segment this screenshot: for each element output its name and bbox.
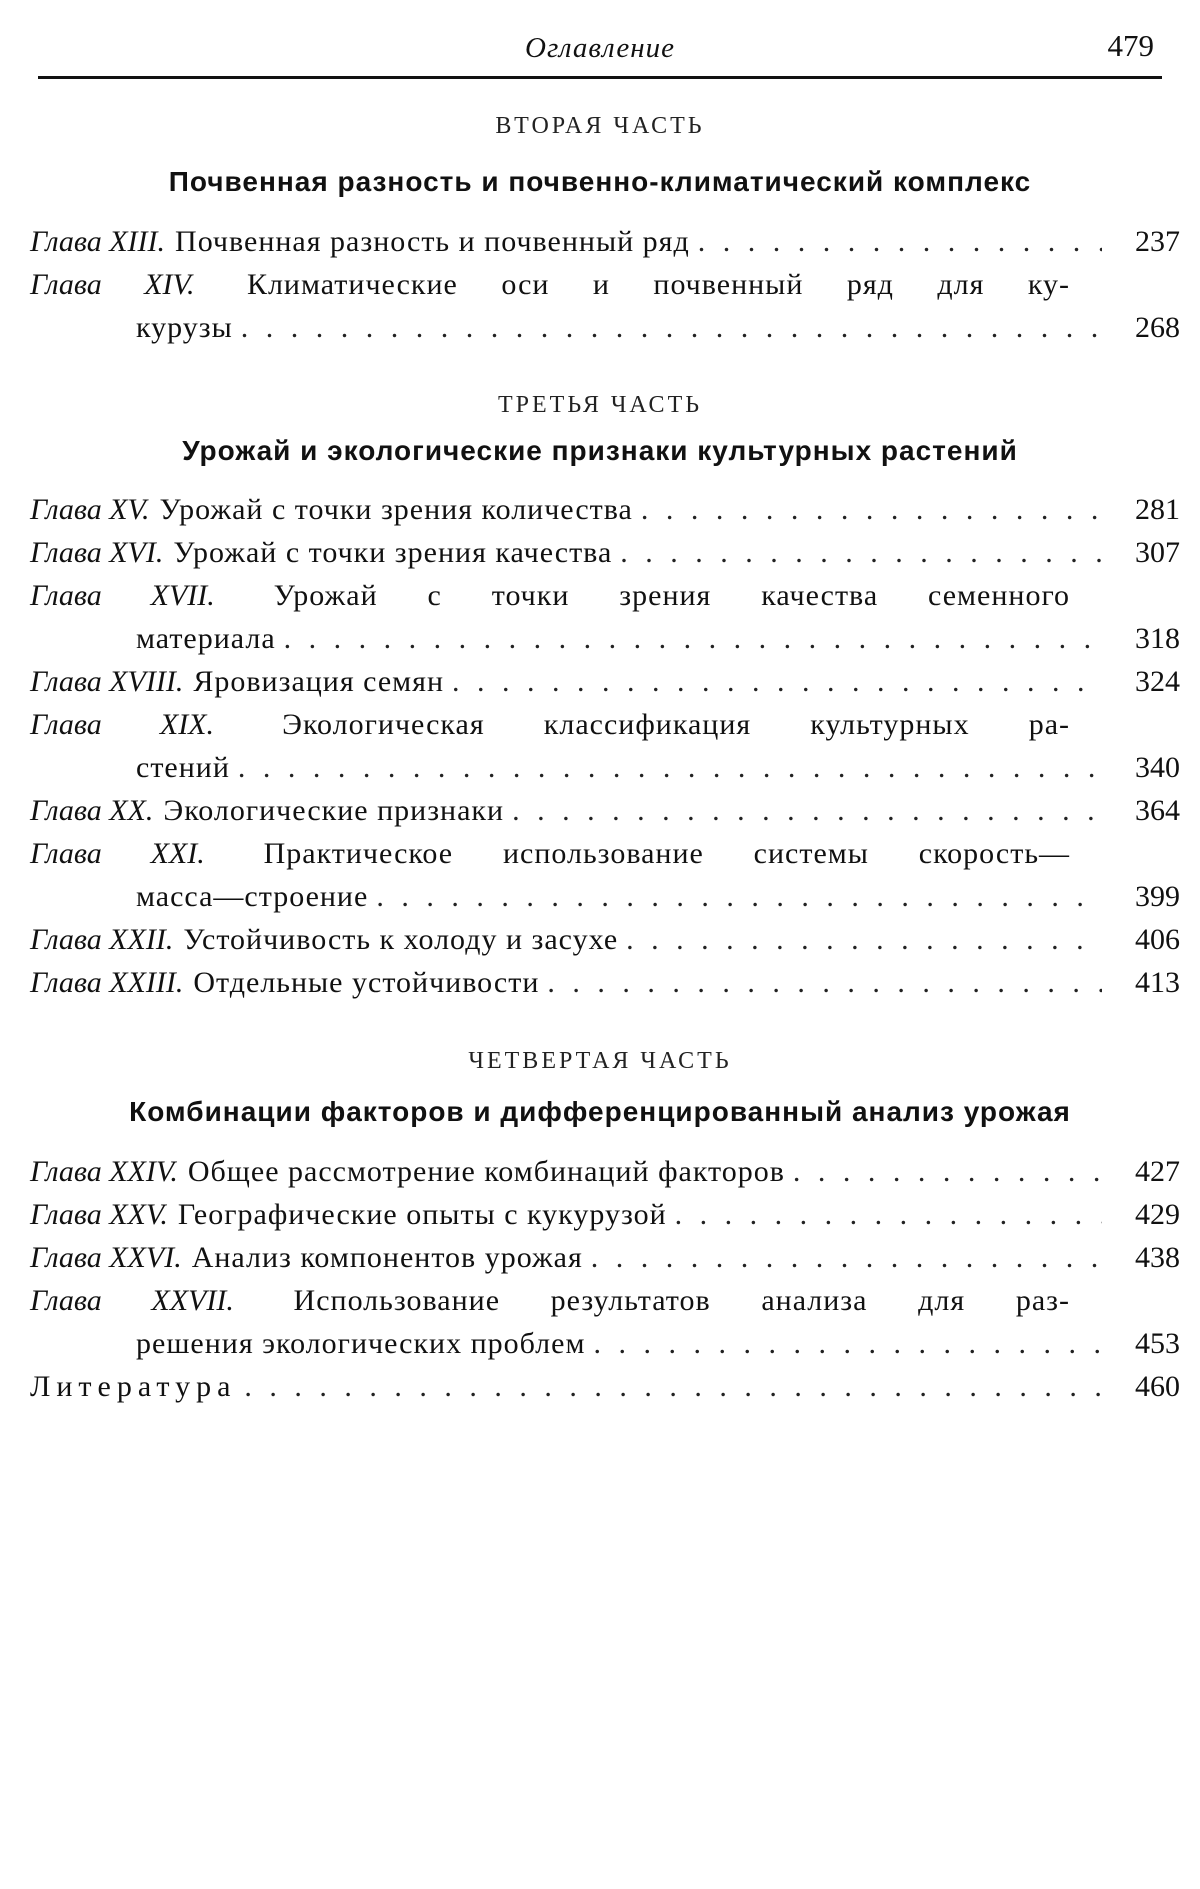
entry-title: Урожай с точки зрения качества семенного	[273, 579, 1070, 612]
toc-entry[interactable]	[30, 1193, 1180, 1236]
entry-title: Использование результатов анализа для раз-	[293, 1284, 1070, 1317]
entry-page: 307	[1135, 536, 1180, 569]
part-title: Комбинации факторов и дифференцированный анализ урожая	[129, 1096, 1071, 1127]
literature-title: Литература	[30, 1370, 237, 1403]
entry-page: 406	[1135, 923, 1180, 956]
entry-title-continued: решения экологических проблем	[136, 1327, 586, 1360]
chapter-label: Глава XIII.	[30, 225, 166, 258]
entry-title: Урожай с точки зрения качества	[173, 536, 613, 569]
entry-title: Экологическая классификация культурных ра-	[282, 708, 1071, 741]
chapter-label: Глава XXVII.	[30, 1284, 234, 1317]
chapter-label: Глава XXIV.	[30, 1155, 178, 1188]
dot-leader	[641, 488, 1102, 531]
toc-entry[interactable]	[30, 488, 1180, 531]
toc-entry-literature[interactable]	[30, 1365, 1180, 1408]
toc-entry[interactable]	[30, 961, 1180, 1004]
entry-title: Анализ компонентов урожая	[191, 1241, 583, 1274]
toc-entry[interactable]	[30, 918, 1180, 961]
toc-entry[interactable]	[30, 660, 1180, 703]
dot-leader	[593, 1322, 1102, 1365]
chapter-label: Глава XXV.	[30, 1198, 168, 1231]
chapter-label: Глава XXVI.	[30, 1241, 182, 1274]
dot-leader	[793, 1150, 1102, 1193]
entry-title-continued: материала	[136, 622, 276, 655]
entry-page: 427	[1135, 1155, 1180, 1188]
page-number: 479	[1107, 28, 1154, 63]
chapter-label: Глава XV.	[30, 493, 150, 526]
part-title: Урожай и экологические признаки культурных растений	[182, 435, 1018, 466]
entry-page: 237	[1135, 225, 1180, 258]
entry-title: Яровизация семян	[193, 665, 444, 698]
chapter-label: Глава XX.	[30, 794, 154, 827]
dot-leader	[241, 306, 1102, 349]
chapter-label: Глава XIV.	[30, 268, 195, 301]
dot-leader	[244, 1365, 1102, 1408]
entry-title: Экологические признаки	[163, 794, 505, 827]
chapter-label: Глава XVII.	[30, 579, 215, 612]
entry-page: 429	[1135, 1198, 1180, 1231]
toc-entry[interactable]	[30, 789, 1180, 832]
entry-page: 281	[1135, 493, 1180, 526]
entry-title-continued: масса—строение	[136, 880, 369, 913]
entry-page: 453	[1135, 1327, 1180, 1360]
entry-page: 324	[1135, 665, 1180, 698]
chapter-label: Глава XXII.	[30, 923, 174, 956]
toc-entry[interactable]	[30, 1279, 1180, 1365]
part-heading: ТРЕТЬЯ ЧАСТЬ	[497, 392, 703, 418]
dot-leader	[675, 1193, 1102, 1236]
running-title: Оглавление	[525, 32, 675, 64]
entry-page: 399	[1135, 880, 1180, 913]
running-head	[38, 28, 1162, 79]
entry-title: Устойчивость к холоду и засухе	[183, 923, 619, 956]
toc-entry[interactable]	[30, 1150, 1180, 1193]
toc-entry[interactable]	[30, 832, 1180, 918]
chapter-label: Глава XVI.	[30, 536, 164, 569]
entry-title: Климатические оси и почвенный ряд для ку-	[246, 268, 1070, 301]
part-title: Почвенная разность и почвенно-климатический комплекс	[168, 166, 1032, 197]
dot-leader	[547, 961, 1102, 1004]
chapter-label: Глава XXI.	[30, 837, 205, 870]
dot-leader	[376, 875, 1102, 918]
entry-title-continued: стений	[136, 751, 230, 784]
dot-leader	[512, 789, 1102, 832]
dot-leader	[591, 1236, 1102, 1279]
chapter-label: Глава XIX.	[30, 708, 215, 741]
entry-title-continued: курузы	[136, 311, 233, 344]
dot-leader	[452, 660, 1102, 703]
entry-title: Урожай с точки зрения количества	[159, 493, 633, 526]
entry-page: 340	[1135, 751, 1180, 784]
entry-title: Отдельные устойчивости	[193, 966, 540, 999]
toc-entry[interactable]	[30, 220, 1180, 263]
entry-page: 318	[1135, 622, 1180, 655]
entry-page: 413	[1135, 966, 1180, 999]
dot-leader	[620, 531, 1102, 574]
toc-entry[interactable]	[30, 531, 1180, 574]
entry-title: Практическое использование системы скорость—	[263, 837, 1071, 870]
entry-title: Географические опыты с кукурузой	[177, 1198, 667, 1231]
toc-entry[interactable]	[30, 703, 1180, 789]
toc-entry[interactable]	[30, 1236, 1180, 1279]
entry-page: 438	[1135, 1241, 1180, 1274]
chapter-label: Глава XXIII.	[30, 966, 184, 999]
part-heading: ЧЕТВЕРТАЯ ЧАСТЬ	[468, 1048, 732, 1074]
entry-title: Почвенная разность и почвенный ряд	[175, 225, 690, 258]
part-heading: ВТОРАЯ ЧАСТЬ	[495, 113, 705, 139]
toc-entry[interactable]	[30, 263, 1180, 349]
dot-leader	[626, 918, 1102, 961]
dot-leader	[698, 220, 1102, 263]
entry-page: 460	[1135, 1370, 1180, 1403]
dot-leader	[284, 617, 1102, 660]
entry-page: 268	[1135, 311, 1180, 344]
toc-entry[interactable]	[30, 574, 1180, 660]
dot-leader	[238, 746, 1102, 789]
chapter-label: Глава XVIII.	[30, 665, 184, 698]
entry-page: 364	[1135, 794, 1180, 827]
entry-title: Общее рассмотрение комбинаций факторов	[187, 1155, 785, 1188]
